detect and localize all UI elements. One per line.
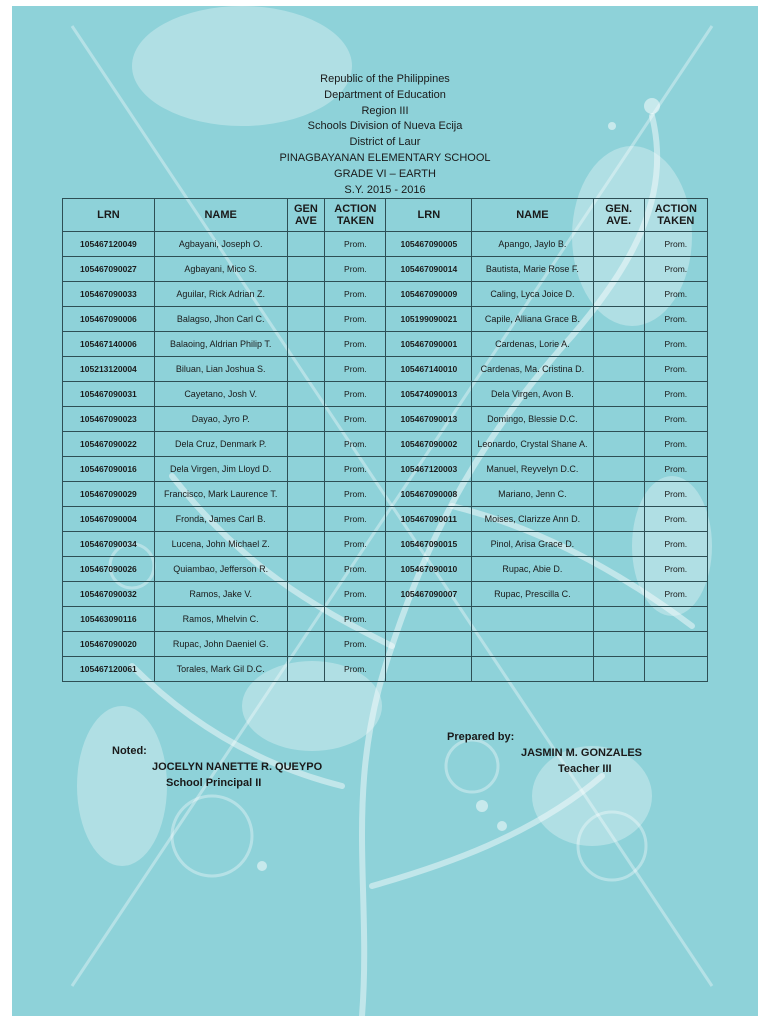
action-cell: Prom. [644, 332, 707, 357]
header-name-right: NAME [472, 199, 593, 232]
name-cell: Fronda, James Carl B. [154, 507, 287, 532]
action-cell: Prom. [644, 282, 707, 307]
action-cell: Prom. [644, 557, 707, 582]
name-cell: Moises, Clarizze Ann D. [472, 507, 593, 532]
name-cell: Torales, Mark Gil D.C. [154, 657, 287, 682]
action-cell: Prom. [325, 407, 386, 432]
header-department: Department of Education [324, 88, 446, 101]
name-cell: Rupac, Prescilla C. [472, 582, 593, 607]
gen-ave-cell [593, 532, 644, 557]
lrn-cell: 105467120049 [63, 232, 155, 257]
table-row [63, 632, 708, 657]
gen-ave-cell [593, 632, 644, 657]
lrn-cell: 105463090116 [63, 607, 155, 632]
action-cell [644, 632, 707, 657]
name-cell: Cardenas, Lorie A. [472, 332, 593, 357]
action-cell: Prom. [325, 232, 386, 257]
gen-ave-cell [593, 557, 644, 582]
action-cell: Prom. [644, 457, 707, 482]
name-cell: Agbayani, Mico S. [154, 257, 287, 282]
lrn-cell: 105467090027 [63, 257, 155, 282]
lrn-cell: 105467090026 [63, 557, 155, 582]
lrn-cell: 105467090033 [63, 282, 155, 307]
action-cell: Prom. [644, 482, 707, 507]
table-row [63, 432, 708, 457]
table-body [63, 232, 708, 682]
gen-ave-cell [593, 307, 644, 332]
name-cell: Balaoing, Aldrian Philip T. [154, 332, 287, 357]
gen-ave-cell [287, 432, 325, 457]
action-cell: Prom. [644, 532, 707, 557]
lrn-cell: 105467090031 [63, 382, 155, 407]
gen-ave-cell [287, 532, 325, 557]
table-row [63, 357, 708, 382]
name-cell: Dayao, Jyro P. [154, 407, 287, 432]
document-page [12, 6, 758, 1016]
header-school-year: S.Y. 2015 - 2016 [344, 183, 426, 196]
lrn-cell: 105467090029 [63, 482, 155, 507]
header-action-left: ACTION TAKEN [325, 199, 386, 232]
header-grade-section: GRADE VI – EARTH [334, 167, 436, 180]
gen-ave-cell [287, 382, 325, 407]
action-cell: Prom. [644, 257, 707, 282]
action-cell: Prom. [644, 407, 707, 432]
name-cell: Balagso, Jhon Carl C. [154, 307, 287, 332]
name-cell: Dela Virgen, Jim Lloyd D. [154, 457, 287, 482]
action-cell: Prom. [325, 507, 386, 532]
lrn-cell: 105467090001 [386, 332, 472, 357]
gen-ave-cell [287, 307, 325, 332]
name-cell: Rupac, John Daeniel G. [154, 632, 287, 657]
action-cell: Prom. [325, 532, 386, 557]
name-cell [472, 657, 593, 682]
action-cell [644, 607, 707, 632]
lrn-cell [386, 632, 472, 657]
lrn-cell: 105467090011 [386, 507, 472, 532]
name-cell: Ramos, Mhelvin C. [154, 607, 287, 632]
gen-ave-cell [287, 282, 325, 307]
action-cell: Prom. [325, 457, 386, 482]
student-roster-table [62, 198, 708, 682]
action-cell: Prom. [325, 607, 386, 632]
lrn-cell: 105467120061 [63, 657, 155, 682]
gen-ave-cell [593, 457, 644, 482]
header-gen-ave-right: GEN. AVE. [593, 199, 644, 232]
table-row [63, 282, 708, 307]
table-row [63, 482, 708, 507]
gen-ave-cell [287, 557, 325, 582]
name-cell [472, 632, 593, 657]
gen-ave-cell [593, 582, 644, 607]
lrn-cell: 105467140010 [386, 357, 472, 382]
lrn-cell: 105467090005 [386, 232, 472, 257]
table-row [63, 332, 708, 357]
gen-ave-cell [287, 482, 325, 507]
action-cell: Prom. [325, 432, 386, 457]
lrn-cell: 105467090014 [386, 257, 472, 282]
name-cell: Biluan, Lian Joshua S. [154, 357, 287, 382]
gen-ave-cell [287, 332, 325, 357]
gen-ave-cell [593, 257, 644, 282]
gen-ave-cell [287, 657, 325, 682]
action-cell: Prom. [325, 332, 386, 357]
lrn-cell: 105467090006 [63, 307, 155, 332]
action-cell: Prom. [325, 557, 386, 582]
name-cell: Lucena, John Michael Z. [154, 532, 287, 557]
document-header [12, 72, 758, 198]
action-cell: Prom. [644, 432, 707, 457]
gen-ave-cell [593, 482, 644, 507]
name-cell: Domingo, Blessie D.C. [472, 407, 593, 432]
lrn-cell: 105467090034 [63, 532, 155, 557]
gen-ave-cell [593, 382, 644, 407]
name-cell: Rupac, Abie D. [472, 557, 593, 582]
lrn-cell: 105474090013 [386, 382, 472, 407]
name-cell: Leonardo, Crystal Shane A. [472, 432, 593, 457]
lrn-cell: 105467140006 [63, 332, 155, 357]
header-action-right: ACTION TAKEN [644, 199, 707, 232]
lrn-cell: 105467120003 [386, 457, 472, 482]
table-row [63, 307, 708, 332]
header-lrn-left: LRN [63, 199, 155, 232]
teacher-name: JASMIN M. GONZALES [521, 747, 643, 759]
gen-ave-cell [593, 432, 644, 457]
header-name-left: NAME [154, 199, 287, 232]
name-cell: Quiambao, Jefferson R. [154, 557, 287, 582]
lrn-cell: 105199090021 [386, 307, 472, 332]
table-row [63, 557, 708, 582]
action-cell: Prom. [325, 282, 386, 307]
table-row [63, 507, 708, 532]
name-cell: Cardenas, Ma. Cristina D. [472, 357, 593, 382]
name-cell [472, 607, 593, 632]
lrn-cell: 105467090023 [63, 407, 155, 432]
gen-ave-cell [287, 582, 325, 607]
table-row [63, 257, 708, 282]
gen-ave-cell [593, 282, 644, 307]
gen-ave-cell [287, 257, 325, 282]
action-cell: Prom. [325, 357, 386, 382]
gen-ave-cell [287, 407, 325, 432]
gen-ave-cell [593, 332, 644, 357]
lrn-cell: 105467090007 [386, 582, 472, 607]
name-cell: Mariano, Jenn C. [472, 482, 593, 507]
name-cell: Dela Virgen, Avon B. [472, 382, 593, 407]
gen-ave-cell [287, 357, 325, 382]
gen-ave-cell [593, 232, 644, 257]
name-cell: Manuel, Reyvelyn D.C. [472, 457, 593, 482]
action-cell: Prom. [325, 632, 386, 657]
header-division: Schools Division of Nueva Ecija [307, 120, 463, 133]
lrn-cell [386, 657, 472, 682]
name-cell: Cayetano, Josh V. [154, 382, 287, 407]
name-cell: Caling, Lyca Joice D. [472, 282, 593, 307]
gen-ave-cell [593, 407, 644, 432]
action-cell: Prom. [644, 507, 707, 532]
gen-ave-cell [287, 632, 325, 657]
lrn-cell [386, 607, 472, 632]
lrn-cell: 105467090009 [386, 282, 472, 307]
lrn-cell: 105467090016 [63, 457, 155, 482]
name-cell: Apango, Jaylo B. [472, 232, 593, 257]
action-cell: Prom. [644, 307, 707, 332]
lrn-cell: 105467090032 [63, 582, 155, 607]
gen-ave-cell [287, 607, 325, 632]
table-row [63, 232, 708, 257]
table-row [63, 407, 708, 432]
gen-ave-cell [593, 507, 644, 532]
action-cell [644, 657, 707, 682]
lrn-cell: 105467090010 [386, 557, 472, 582]
header-region: Region III [361, 104, 409, 117]
table-row [63, 582, 708, 607]
gen-ave-cell [287, 457, 325, 482]
table-row [63, 657, 708, 682]
action-cell: Prom. [325, 382, 386, 407]
action-cell: Prom. [644, 357, 707, 382]
lrn-cell: 105467090004 [63, 507, 155, 532]
lrn-cell: 105467090022 [63, 432, 155, 457]
action-cell: Prom. [644, 382, 707, 407]
header-gen-ave-left: GEN AVE [287, 199, 325, 232]
action-cell: Prom. [644, 582, 707, 607]
table-row [63, 382, 708, 407]
prepared-label: Prepared by: [447, 731, 515, 743]
table-row [63, 457, 708, 482]
principal-position: School Principal II [166, 777, 262, 789]
action-cell: Prom. [325, 257, 386, 282]
gen-ave-cell [287, 507, 325, 532]
header-district: District of Laur [349, 136, 421, 149]
noted-label: Noted: [112, 745, 147, 757]
name-cell: Bautista, Marie Rose F. [472, 257, 593, 282]
action-cell: Prom. [325, 657, 386, 682]
action-cell: Prom. [325, 582, 386, 607]
action-cell: Prom. [325, 307, 386, 332]
name-cell: Dela Cruz, Denmark P. [154, 432, 287, 457]
name-cell: Capile, Alliana Grace B. [472, 307, 593, 332]
table-row [63, 607, 708, 632]
lrn-cell: 105467090020 [63, 632, 155, 657]
principal-name: JOCELYN NANETTE R. QUEYPO [152, 761, 323, 773]
gen-ave-cell [593, 607, 644, 632]
teacher-position: Teacher III [558, 763, 612, 775]
header-school: PINAGBAYANAN ELEMENTARY SCHOOL [279, 151, 491, 164]
lrn-cell: 105467090013 [386, 407, 472, 432]
name-cell: Aguilar, Rick Adrian Z. [154, 282, 287, 307]
name-cell: Francisco, Mark Laurence T. [154, 482, 287, 507]
table-row [63, 532, 708, 557]
table-header-row [63, 199, 708, 232]
name-cell: Pinol, Arisa Grace D. [472, 532, 593, 557]
name-cell: Agbayani, Joseph O. [154, 232, 287, 257]
lrn-cell: 105467090008 [386, 482, 472, 507]
lrn-cell: 105467090002 [386, 432, 472, 457]
action-cell: Prom. [644, 232, 707, 257]
header-republic: Republic of the Philippines [320, 73, 450, 85]
gen-ave-cell [287, 232, 325, 257]
lrn-cell: 105213120004 [63, 357, 155, 382]
header-lrn-right: LRN [386, 199, 472, 232]
lrn-cell: 105467090015 [386, 532, 472, 557]
name-cell: Ramos, Jake V. [154, 582, 287, 607]
gen-ave-cell [593, 357, 644, 382]
gen-ave-cell [593, 657, 644, 682]
action-cell: Prom. [325, 482, 386, 507]
